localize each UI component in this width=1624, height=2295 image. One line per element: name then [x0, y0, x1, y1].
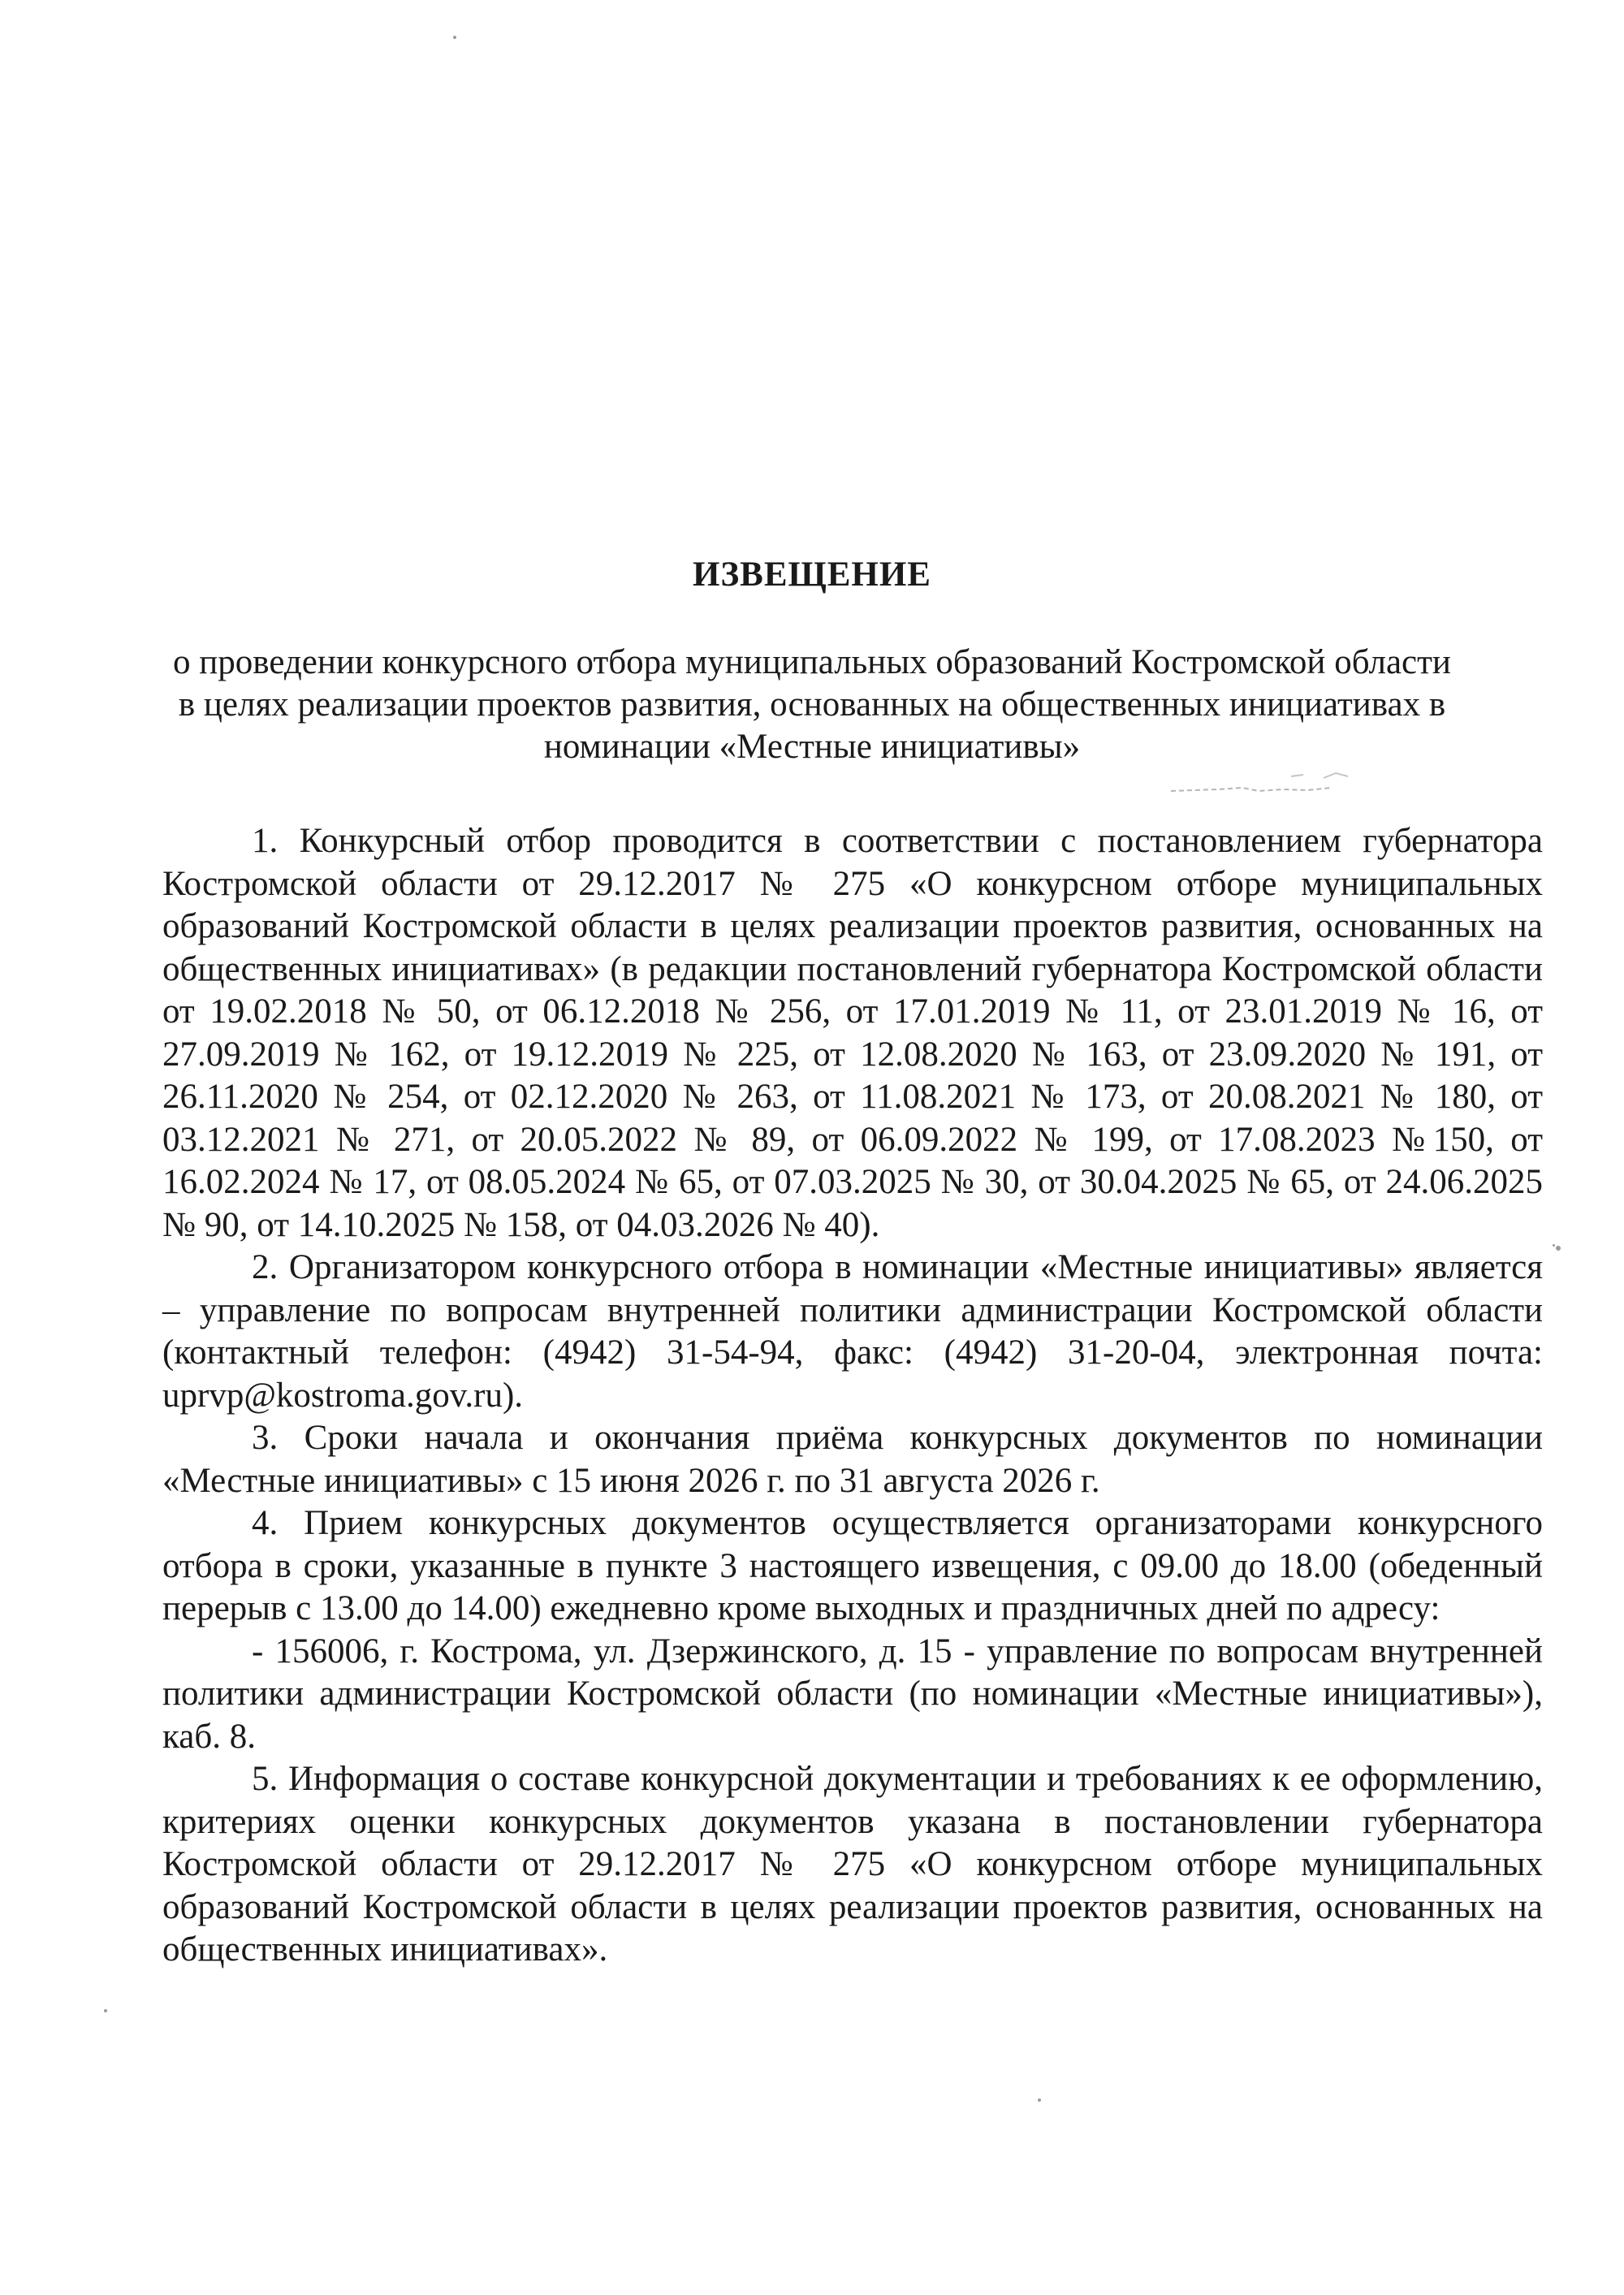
scan-speck [1556, 1246, 1561, 1251]
paragraph-1: 1. Конкурсный отбор проводится в соответствии с постановлением губернатора Костромской области от 29.12.2017 № 275 «О конкурсном отборе муниципальных образований Костромской области в целях реализации проектов развития, основанных на общественных инициативах» (в редакции постановлений губернатора Костромской области от 19.02.2018 № 50, от 06.12.2018 № 256, от 17.01.2019 № 11, от 23.01.2019 № 16, от 27.09.2019 № 162, от 19.12.2019 № 225, от 12.08.2020 № 163, от 23.09.2020 № 191, от 26.11.2020 № 254, от 02.12.2020 № 263, от 11.08.2021 № 173, от 20.08.2021 № 180, от 03.12.2021 № 271, от 20.05.2022 № 89, от 06.09.2022 № 199, от 17.08.2023 №150, от 16.02.2024 № 17, от 08.05.2024 № 65, от 07.03.2025 № 30, от 30.04.2025 № 65, от 24.06.2025 № 90, от 14.10.2025 № 158, от 04.03.2026 № 40). [162, 822, 1543, 1244]
paragraph-4: 4. Прием конкурсных документов осуществляется организаторами конкурсного отбора в сроки, указанные в пункте 3 настоящего извещения, с 09.00 до 18.00 (обеденный перерыв с 13.00 до 14.00) ежедневно кроме выходных и праздничных дней по адресу: [162, 1504, 1543, 1627]
paragraph-address: - 156006, г. Кострома, ул. Дзержинского, д. 15 - управление по вопросам внутренней политики администрации Костромской области (по номинации «Местные инициативы»), каб. 8. [162, 1632, 1543, 1756]
document-body [162, 820, 1543, 1972]
document-title: ИЗВЕЩЕНИЕ [693, 555, 931, 594]
document-subtitle: о проведении конкурсного отбора муниципальных образований Костромской области в целях реализации проектов развития, основанных на общественных инициативах в номинации «Местные инициативы» [173, 643, 1451, 766]
paragraph-5: 5. Информация о составе конкурсной документации и требованиях к ее оформлению, критериях оценки конкурсных документов указана в постановлении губернатора Костромской области от 29.12.2017 № 275 «О конкурсном отборе муниципальных образований Костромской области в целях реализации проектов развития, основанных на общественных инициативах». [162, 1760, 1543, 1969]
scan-speck [104, 2009, 107, 2012]
paragraph-2: 2. Организатором конкурсного отбора в номинации «Местные инициативы» является – управление по вопросам внутренней политики администрации Костромской области (контактный телефон: (4942) 31-54-94, факс: (4942) 31-20-04, электронная почта: uprvp@kostroma.gov.ru). [162, 1248, 1543, 1415]
scan-speck [1038, 2098, 1041, 2102]
paragraph-3: 3. Сроки начала и окончания приёма конкурсных документов по номинации «Местные инициативы» с 15 июня 2026 г. по 31 августа 2026 г. [162, 1419, 1543, 1500]
scan-speck [1553, 1244, 1555, 1247]
scan-scribble [1169, 770, 1356, 797]
scan-speck [453, 36, 456, 39]
